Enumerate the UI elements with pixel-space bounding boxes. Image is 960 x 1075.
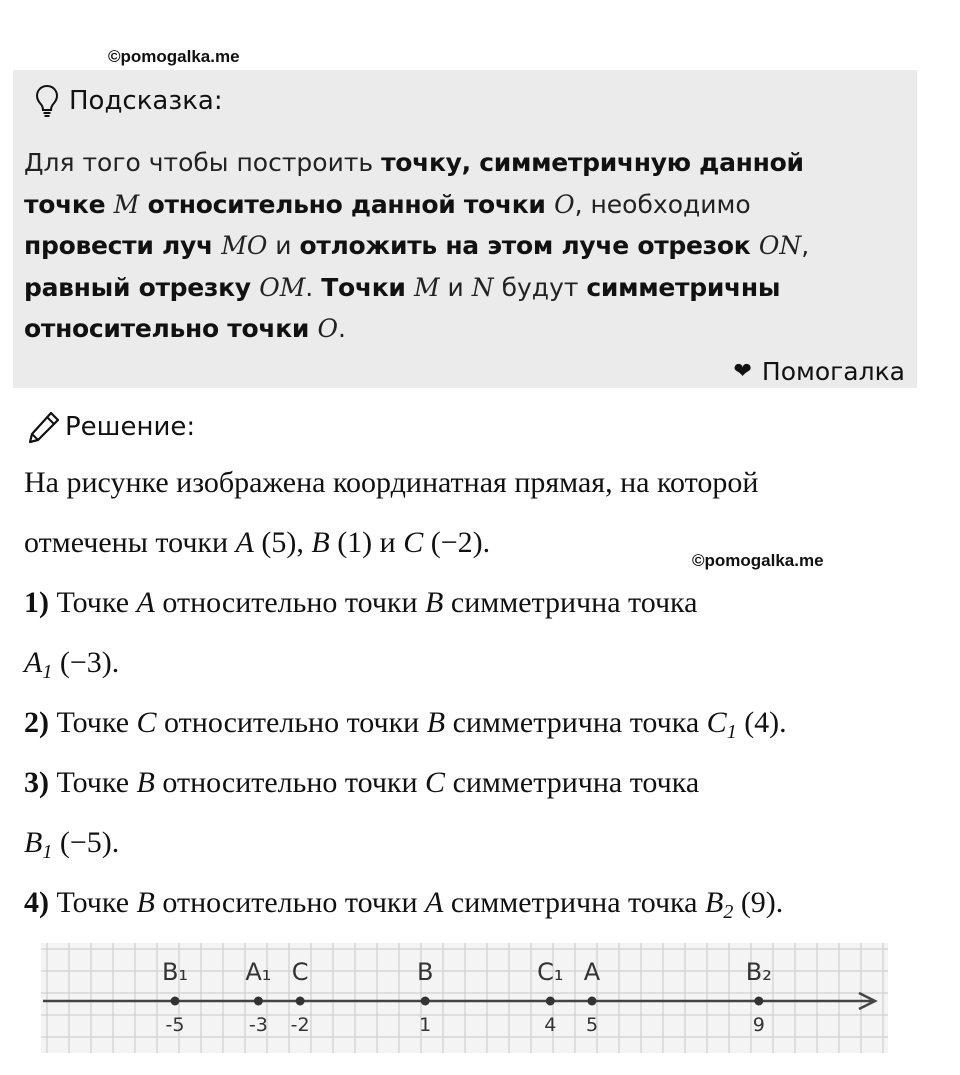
point-label: A₁ [245,958,272,986]
math-variable: MO [221,231,268,260]
math-variable: M [113,189,140,219]
math-variable: C [425,766,446,799]
tick-label: 4 [544,1014,557,1036]
point-label: A [583,958,601,986]
lightbulb-icon [35,84,59,118]
solution-line [24,826,119,864]
hint-signature [733,357,905,386]
solution-line [24,706,787,744]
math-variable: OM [259,272,306,302]
text-segment: 4) [24,886,49,919]
hint-heading [35,84,223,118]
watermark-top: ©pomogalka.me [108,47,240,66]
text-segment: (−5). [52,826,120,859]
tick-label: -2 [290,1014,310,1036]
math-variable: C [136,706,157,739]
text-segment: симметрична точка [445,766,700,799]
text-segment: относительно точки [154,586,426,619]
math-variable: B [704,886,724,919]
signature-text: Помогалка [761,357,905,386]
text-segment: На рисунке изображена координатная прямая, на которой [24,466,759,499]
text-segment: провести луч [24,231,222,260]
text-segment: 3) [24,766,49,799]
solution-line [24,646,119,684]
solution-line [24,466,758,500]
math-variable: B [136,886,155,919]
text-segment: и [439,272,472,302]
math-variable: ON [758,231,802,260]
text-segment: 2) [24,706,49,739]
subscript: 2 [723,901,734,923]
text-segment: относительно точки [156,706,427,739]
point-label: B₁ [161,958,189,986]
tick-label: -3 [248,1014,268,1036]
math-variable: B [425,586,444,619]
text-segment: 1) [24,586,49,619]
point-dot [296,997,305,1006]
subscript: 1 [42,661,53,683]
text-segment: Точке [49,886,137,919]
heart-icon: ❤ [733,359,752,384]
math-variable: B [136,766,155,799]
text-segment: относительно точки [154,886,426,919]
text-segment: симметрична точка [445,706,707,739]
tick-label: 5 [585,1014,599,1036]
math-variable: N [471,272,494,302]
text-segment: относительно точки [154,766,426,799]
tick-label: -5 [165,1014,185,1036]
point-label: C₁ [537,958,564,986]
math-variable: O [317,314,338,343]
text-segment: Точке [49,766,137,799]
text-segment: симметричны [586,272,781,302]
hint-text [24,142,904,350]
text-segment: относительно данной точки [139,189,555,219]
watermark-middle: ©pomogalka.me [692,551,824,570]
text-segment: (4). [736,706,787,739]
subscript: 1 [726,721,737,743]
text-segment: , необходимо [574,189,751,219]
point-label: B [416,958,434,986]
solution-title: Решение: [65,412,196,442]
text-segment: будут [493,272,587,302]
number-line-figure [41,943,888,1053]
point-label: B₂ [745,958,772,986]
solution-line [24,886,783,924]
point-label: C [291,958,309,986]
text-segment: . [305,272,322,302]
text-segment: симметрична точка [443,886,705,919]
text-segment: Для того чтобы построить [24,148,382,177]
math-variable: O [554,189,575,219]
text-segment: точку, симметричную данной [381,148,804,177]
text-segment: Точки [321,272,414,302]
math-variable: A [24,646,43,679]
tick-label: 9 [752,1014,765,1036]
text-segment: отложить на этом луче отрезок [299,231,759,260]
text-segment: (5), [253,526,312,559]
text-segment: и [267,231,300,260]
text-segment: . [337,314,346,343]
text-segment: (1) и [329,526,404,559]
pencil-icon [27,410,61,444]
text-segment: симметрична точка [443,586,698,619]
math-variable: A [235,526,254,559]
text-segment: Точке [49,706,137,739]
solution-line [24,526,490,560]
math-variable: C [403,526,424,559]
solution-line [24,586,697,620]
math-variable: B [311,526,330,559]
math-variable: A [136,586,155,619]
math-variable: C [706,706,727,739]
text-segment: (−3). [52,646,120,679]
math-variable: M [413,272,440,302]
text-segment: , [801,231,810,260]
point-dot [588,997,597,1006]
point-dot [171,997,180,1006]
tick-label: 1 [419,1014,432,1036]
math-variable: B [426,706,446,739]
text-segment: Точке [49,586,137,619]
text-segment: (−2). [423,526,491,559]
text-segment: относительно точки [24,314,318,343]
hint-title: Подсказка: [69,86,223,116]
solution-heading [27,410,195,444]
solution-line [24,766,699,800]
point-dot [546,997,555,1006]
hint-box [13,70,917,388]
point-dot [254,997,263,1006]
math-variable: B [24,826,43,859]
number-line-svg [41,943,888,1053]
subscript: 1 [42,841,53,863]
math-variable: A [425,886,444,919]
text-segment: равный отрезку [24,272,260,302]
point-dot [754,997,763,1006]
text-segment: точке [24,189,114,219]
point-dot [421,997,430,1006]
text-segment: отмечены точки [24,526,236,559]
text-segment: (9). [733,886,784,919]
